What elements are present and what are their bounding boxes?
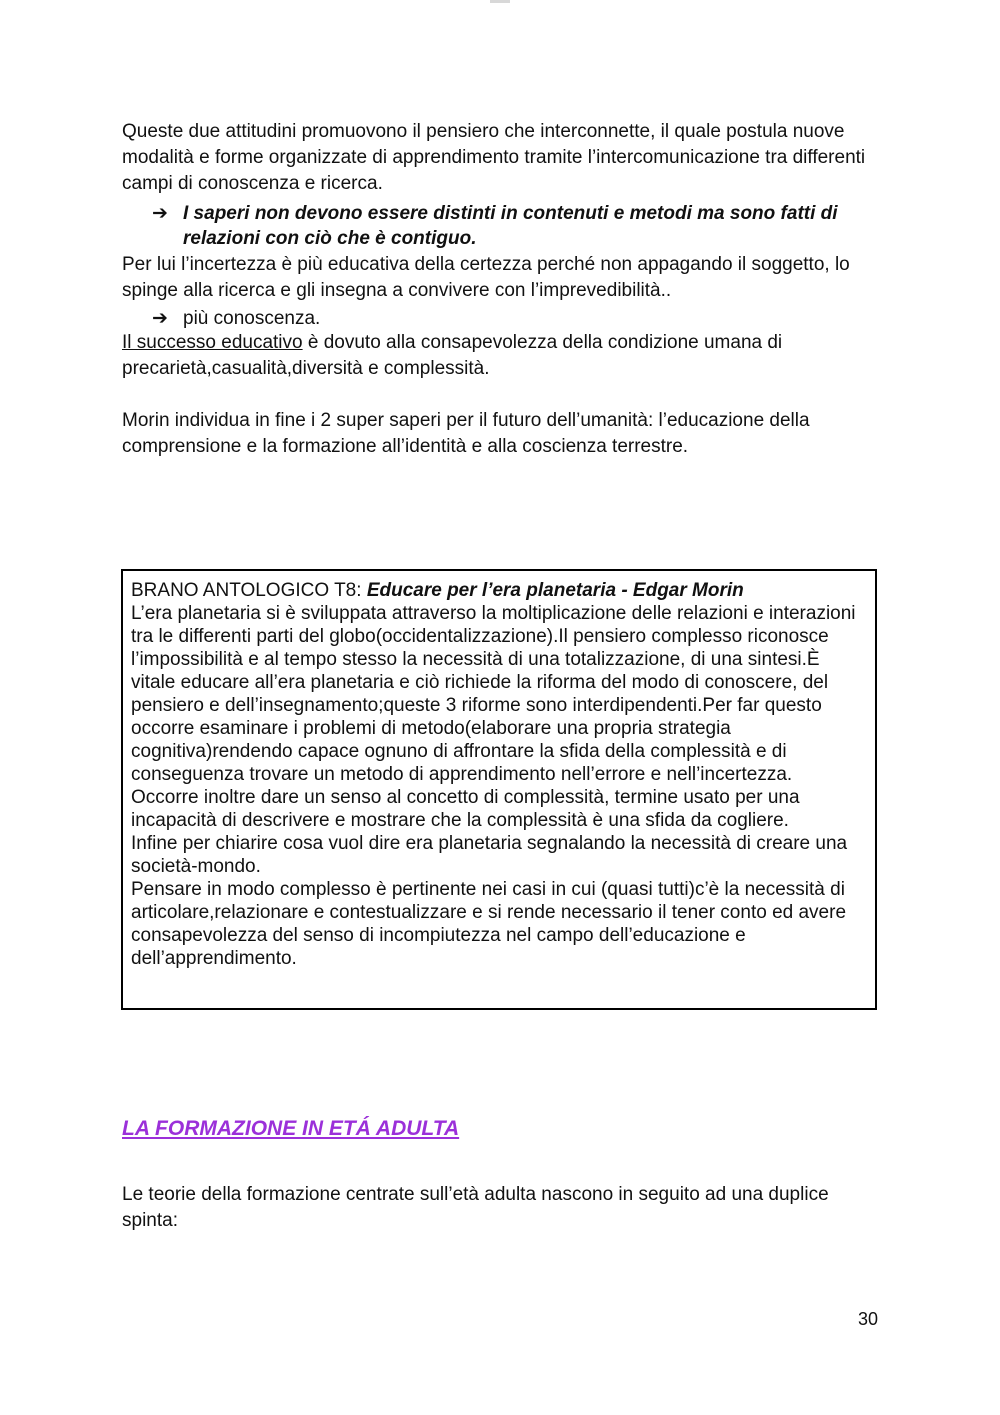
anthology-title: Educare per l’era planetaria - Edgar Morin	[366, 580, 744, 601]
anthology-box	[121, 569, 877, 1010]
header-mark	[490, 0, 510, 3]
anthology-paragraph: Infine per chiarire cosa vuol dire era planetaria segnalando la necessità di creare una società-mondo.	[131, 833, 848, 877]
bullet-saperi-text: I saperi non devono essere distinti in contenuti e metodi ma sono fatti di relazioni con ciò che è contiguo.	[183, 203, 838, 249]
anthology-label: BRANO ANTOLOGICO T8:	[131, 580, 367, 601]
anthology-paragraph: L’era planetaria si è sviluppata attraverso la moltiplicazione delle relazioni e interazioni tra le differenti parti del globo(occidentalizzazione).Il pensiero complesso riconosce l’impossibilità e al tempo stesso la necessità di una totalizzazione, di una sintesi.È vitale educare all’era planetaria e ciò richiede la riforma del modo di conoscere, del pensiero e dell’insegnamento;queste 3 riforme sono interdipendenti.Per far questo occorre esaminare i problemi di metodo(elaborare una propria strategia cognitiva)rendendo capace ognuno di affrontare la sfida della complessità e di conseguenza trovare un metodo di apprendimento nell’errore e nell’incertezza.	[131, 603, 856, 785]
paragraph-super-saperi: Morin individua in fine i 2 super saperi per il futuro dell’umanità: l’educazione della comprensione e la formazione all’identità e alla coscienza terrestre.	[122, 410, 810, 457]
bullet-conoscenza	[152, 306, 892, 331]
arrow-icon: ➔	[152, 308, 168, 329]
paragraph-attitudes: Queste due attitudini promuovono il pensiero che interconnette, il quale postula nuove modalità e forme organizzate di apprendimento tramite l’intercomunicazione tra differenti campi di conoscenza e ricerca.	[122, 121, 866, 194]
paragraph-successo	[122, 330, 882, 382]
arrow-icon: ➔	[152, 203, 168, 224]
paragraph-teorie: Le teorie della formazione centrate sull’età adulta nascono in seguito ad una duplice spinta:	[122, 1184, 829, 1231]
successo-educativo-underlined: Il successo educativo	[122, 332, 303, 353]
anthology-paragraph: Occorre inoltre dare un senso al concetto di complessità, termine usato per una incapacità di descrivere e mostrare che la complessità è una sfida da cogliere.	[131, 787, 800, 831]
section-title: LA FORMAZIONE IN ETÁ ADULTA	[122, 1117, 460, 1140]
anthology-paragraph: Pensare in modo complesso è pertinente nei casi in cui (quasi tutti)c’è la necessità di articolare,relazionare e contestualizzare e si rende necessario il tener conto ed avere consapevolezza del senso di incompiutezza nel campo dell’educazione e dell’apprendimento.	[131, 879, 847, 969]
bullet-conoscenza-text: più conoscenza.	[183, 308, 321, 329]
paragraph-incertezza: Per lui l’incertezza è più educativa della certezza perché non appagando il soggetto, lo spinge alla ricerca e gli insegna a convivere con l’imprevedibilità..	[122, 254, 850, 301]
anthology-heading	[131, 579, 867, 602]
page-number: 30	[858, 1309, 879, 1329]
successo-rest: è dovuto alla consapevolezza della condizione umana di precarietà,casualità,diversità e complessità.	[122, 332, 783, 379]
bullet-saperi	[152, 201, 892, 251]
